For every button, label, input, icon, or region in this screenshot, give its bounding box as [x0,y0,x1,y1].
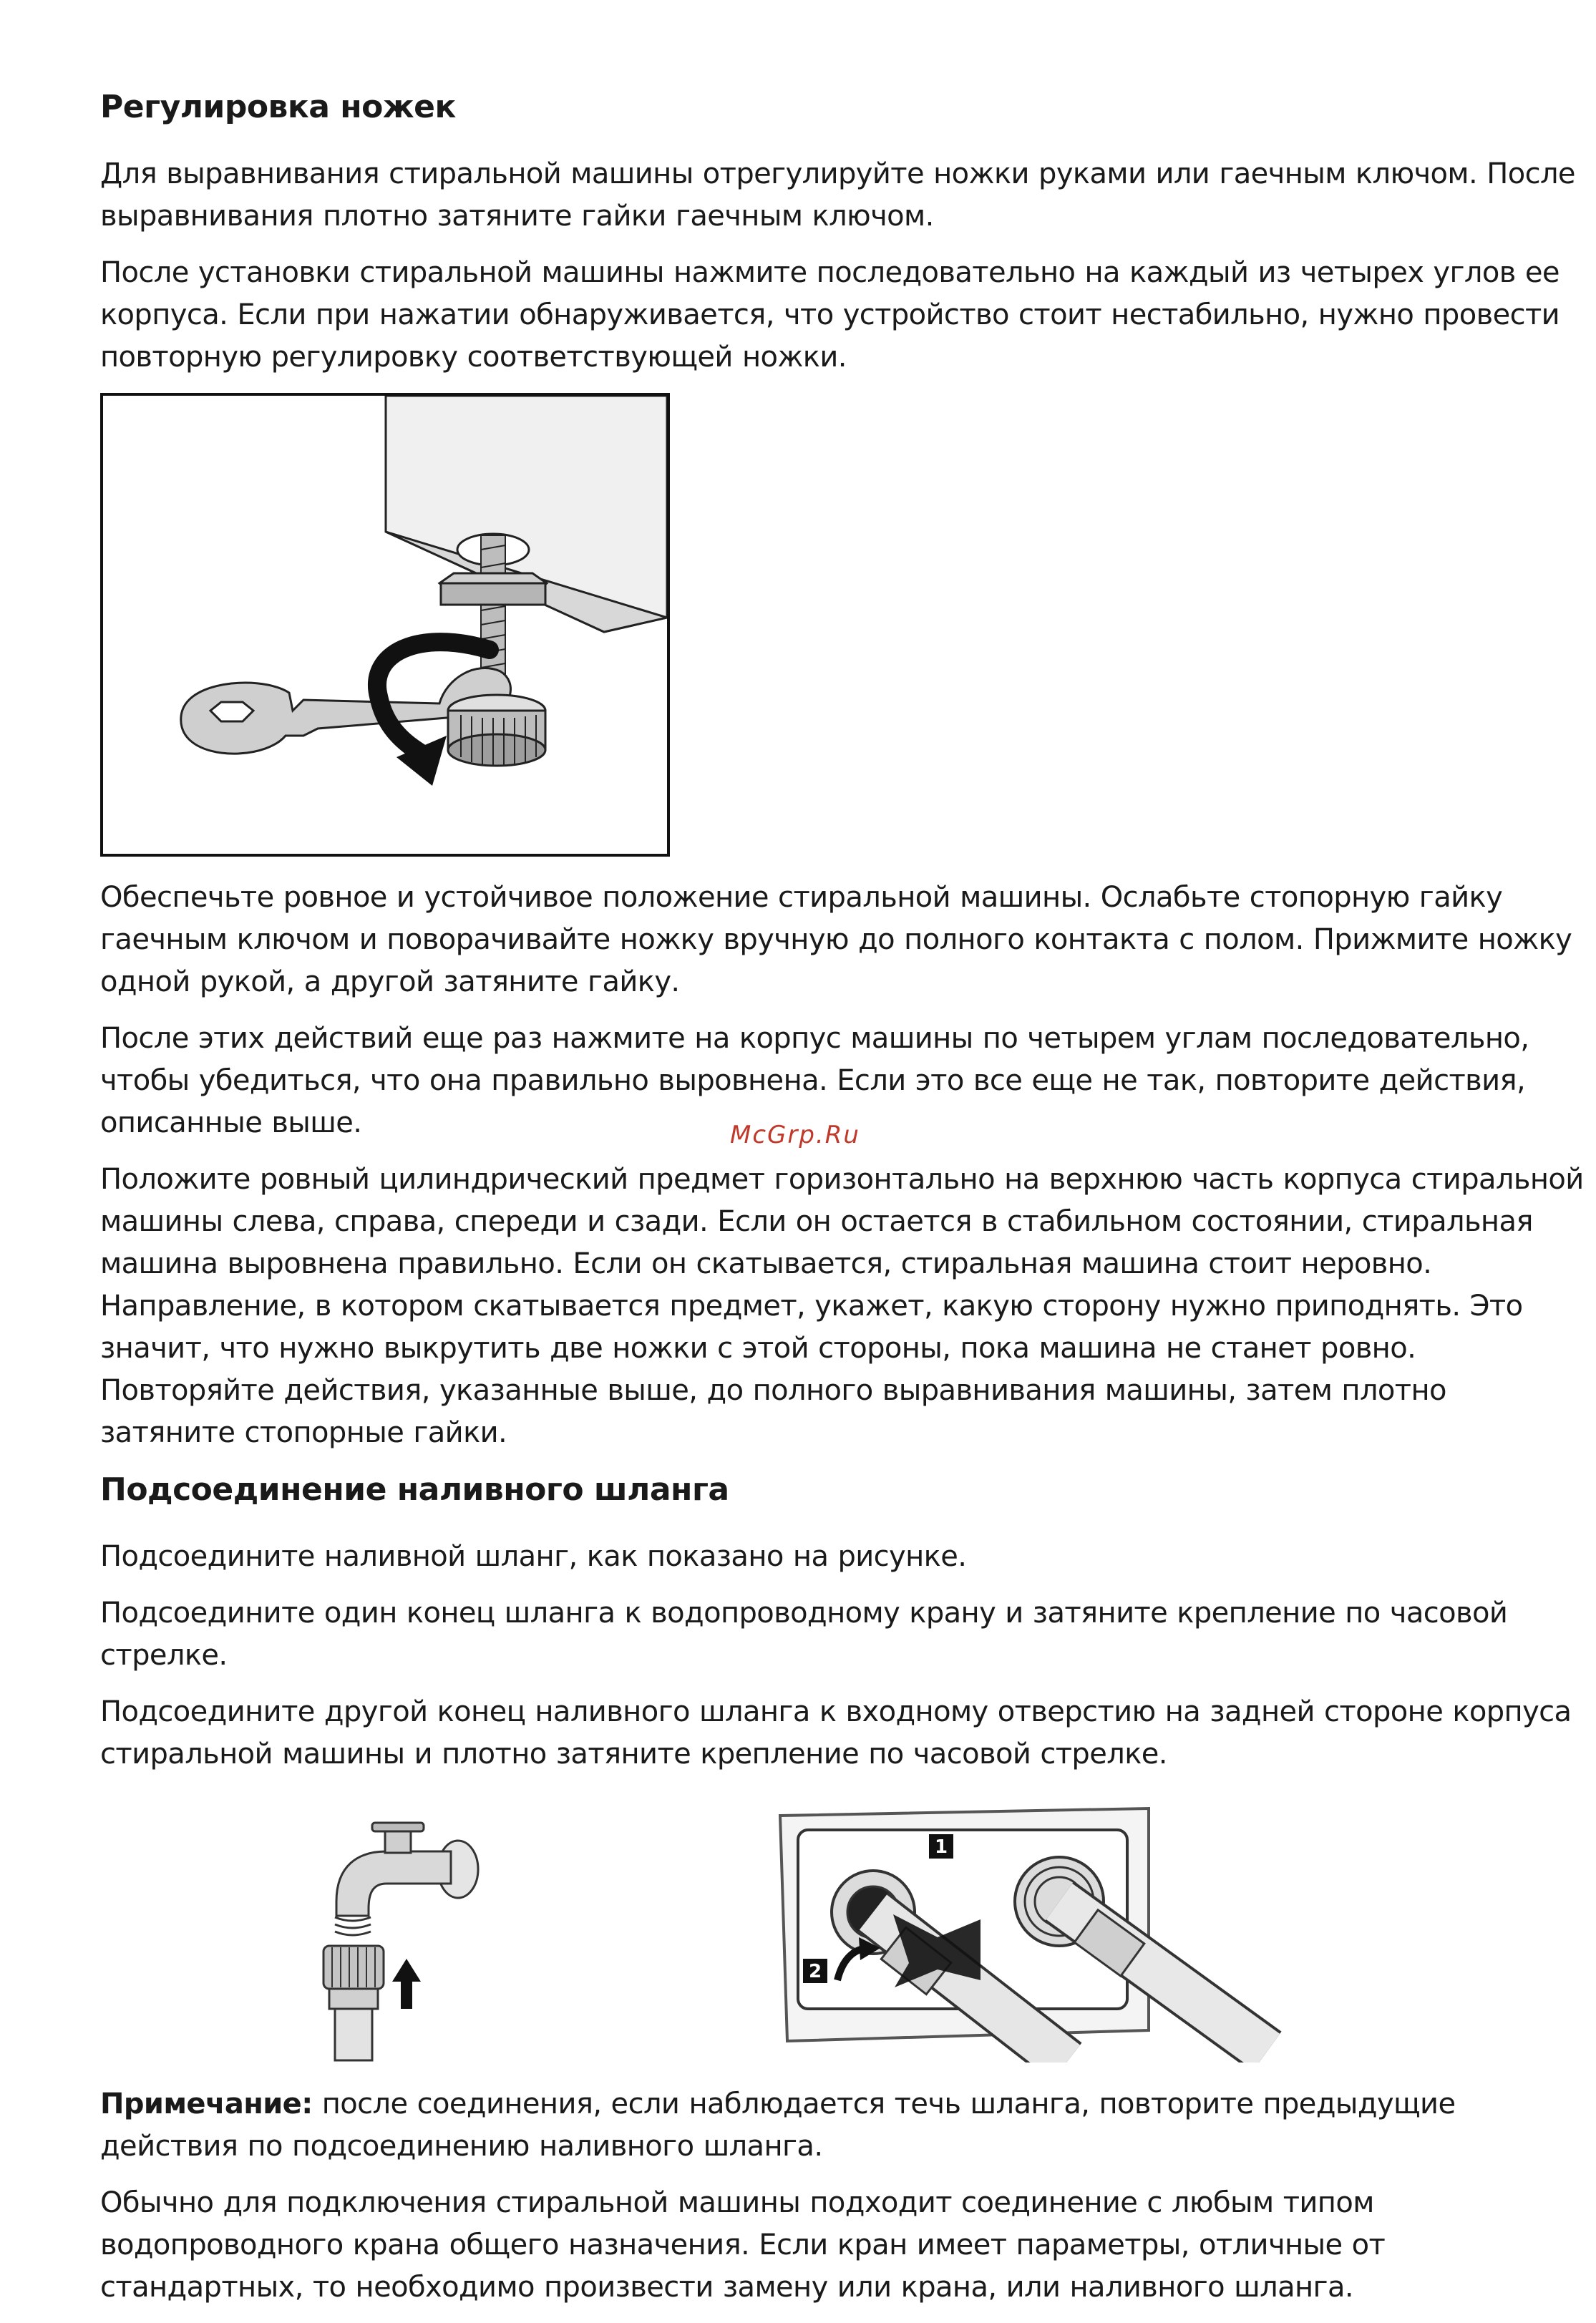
tap-drawing [308,1794,537,2063]
leg-wrench-drawing [103,396,667,854]
paragraph: Обычно для подключения стиральной машины подходит соединение с любым типом водопроводного крана общего назначения. Если кран имеет параметры, отличные от стандартных, то необходимо произвести замену или крана, или наливного шланга. [100,2186,1386,2304]
paragraph: Подсоедините один конец шланга к водопроводному крану и затяните крепление по часовой стрелке. [100,1597,1508,1672]
note-paragraph [100,2083,1589,2168]
watermark-text: McGrp.Ru [730,1121,860,1149]
paragraph: Для выравнивания стиральной машины отрегулируйте ножки руками или гаечным ключом. После выравнивания плотно затяните гайки гаечным ключом. [100,157,1575,233]
step-1-label: 1 [934,1836,948,1858]
paragraph: После установки стиральной машины нажмите последовательно на каждый из четырех углов ее корпуса. Если при нажатии обнаруживается, что устройство стоит нестабильно, нужно провести повторную регулировку соответствующей ножки. [100,256,1560,374]
section-heading-inlet-hose: Подсоединение наливного шланга [100,1471,729,1508]
leg-adjustment-illustration [100,393,670,857]
document-page [100,86,1589,2323]
inlet-drawing [766,1794,1317,2063]
section-heading-feet-adjustment: Регулировка ножек [100,89,456,125]
paragraph: Обеспечьте ровное и устойчивое положение стиральной машины. Ослабьте стопорную гайку гаечным ключом и поворачивайте ножку вручную до полного контакта с полом. Прижмите ножку одной рукой, а другой затяните гайку. [100,881,1572,998]
hose-connection-figures [100,1794,1589,2066]
step-2-label: 2 [808,1961,822,1982]
water-tap-illustration [308,1794,537,2063]
paragraph: После этих действий еще раз нажмите на корпус машины по четырем углам последовательно, чтобы убедиться, что она правильно выровнена. Если это все еще не так, повторите действия, описанные выше. [100,1022,1529,1139]
paragraph: Положите ровный цилиндрический предмет горизонтально на верхнюю часть корпуса стиральной машины слева, справа, спереди и сзади. Если он остается в стабильном состоянии, стиральная машина выровнена правильно. Если он скатывается, стиральная машина стоит неровно. Направление, в котором скатывается предмет, укажет, какую сторону нужно приподнять. Это значит, что нужно выкрутить две ножки с этой стороны, пока машина не станет ровно. Повторяйте действия, указанные выше, до полного выравнивания машины, затем плотно затяните стопорные гайки. [100,1163,1584,1449]
note-label: Примечание: [100,2088,313,2120]
machine-inlet-illustration [766,1794,1317,2063]
note-text: после соединения, если наблюдается течь шланга, повторите предыдущие действия по подсоединению наливного шланга. [100,2088,1456,2163]
paragraph: Подсоедините наливной шланг, как показано на рисунке. [100,1540,967,1573]
paragraph: Подсоедините другой конец наливного шланга к входному отверстию на задней стороне корпуса стиральной машины и плотно затяните крепление по часовой стрелке. [100,1695,1572,1771]
